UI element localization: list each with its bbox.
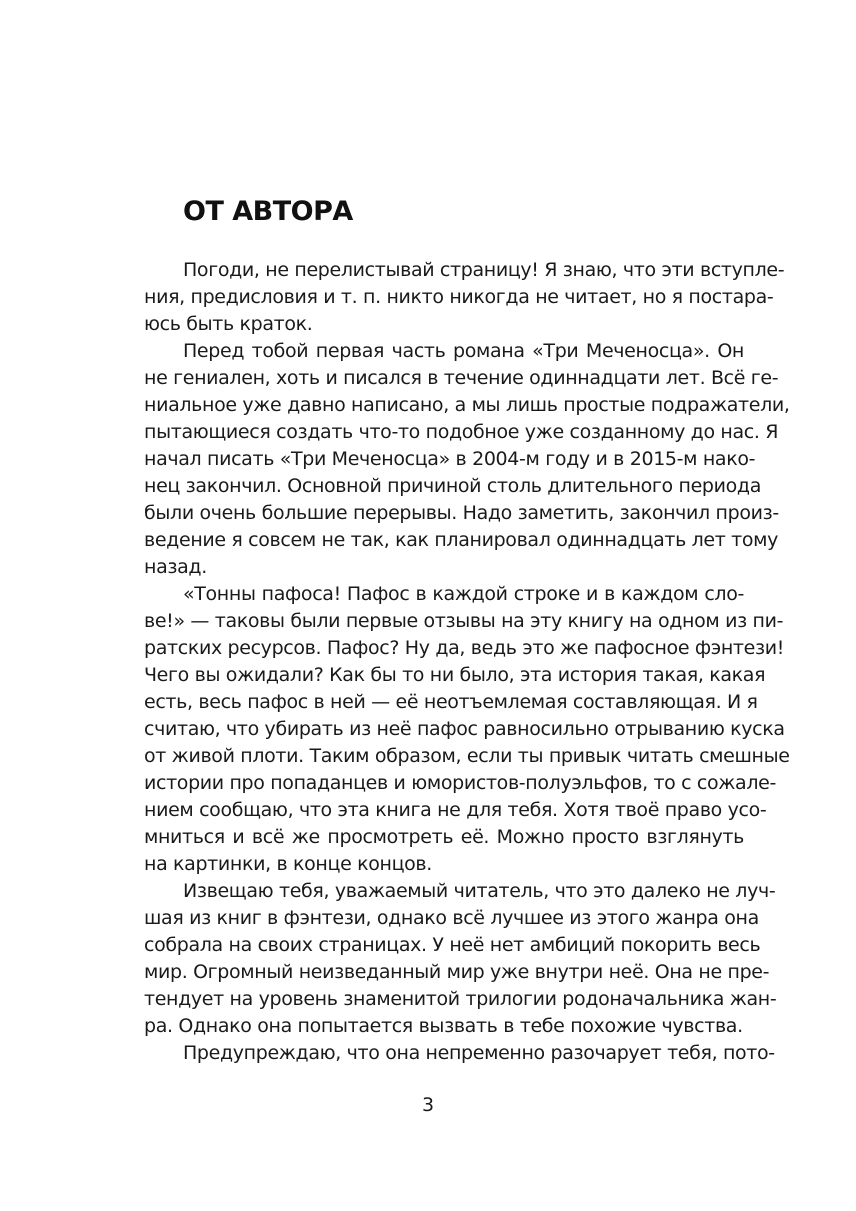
text-line: Погоди, не перелистывай страницу! Я знаю, что эти вступле- bbox=[183, 259, 785, 281]
text-line: не гениален, хоть и писался в течение одиннадцати лет. Всё ге- bbox=[144, 367, 779, 389]
text-line: ния, предисловия и т. п. никто никогда не читает, но я постара- bbox=[144, 286, 774, 308]
text-line: ве!» — таковы были первые отзывы на эту книгу на одном из пи- bbox=[144, 610, 784, 632]
text-line: были очень большие перерывы. Надо заметить, закончил произ- bbox=[144, 502, 779, 524]
text-line: на картинки, в конце концов. bbox=[144, 853, 432, 875]
text-line: от живой плоти. Таким образом, если ты привык читать смешные bbox=[144, 745, 790, 767]
page-number: 3 bbox=[421, 1094, 435, 1116]
text-line: «Тонны пафоса! Пафос в каждой строке и в каждом сло- bbox=[183, 583, 744, 605]
chapter-heading: ОТ АВТОРА bbox=[183, 196, 353, 227]
text-line: нец закончил. Основной причиной столь длительного периода bbox=[144, 475, 761, 497]
text-line: начал писать «Три Меченосца» в 2004-м году и в 2015-м нако- bbox=[144, 448, 756, 470]
text-line: собрала на своих страницах. У неё нет амбиций покорить весь bbox=[144, 934, 761, 956]
text-line: нием сообщаю, что эта книга не для тебя. Хотя твоё право усо- bbox=[144, 799, 767, 821]
text-line: Перед тобой первая часть романа «Три Меченосца». Он bbox=[183, 340, 744, 362]
text-line: истории про попаданцев и юмористов-полуэльфов, то с сожале- bbox=[144, 772, 776, 794]
text-line: Извещаю тебя, уважаемый читатель, что это далеко не луч- bbox=[183, 880, 776, 902]
text-line: Чего вы ожидали? Как бы то ни было, эта история такая, какая bbox=[144, 664, 766, 686]
text-line: пытающиеся создать что-то подобное уже созданному до нас. Я bbox=[144, 421, 779, 443]
text-line: назад. bbox=[144, 556, 207, 578]
text-line: мир. Огромный неизведанный мир уже внутри неё. Она не пре- bbox=[144, 961, 770, 983]
text-line: ниальное уже давно написано, а мы лишь простые подражатели, bbox=[144, 394, 790, 416]
text-line: есть, весь пафос в ней — её неотъемлемая составляющая. И я bbox=[144, 691, 758, 713]
text-line: ратских ресурсов. Пафос? Ну да, ведь это же пафосное фэнтези! bbox=[144, 637, 784, 659]
text-line: шая из книг в фэнтези, однако всё лучшее из этого жанра она bbox=[144, 907, 759, 929]
text-line: Предупреждаю, что она непременно разочарует тебя, пото- bbox=[183, 1042, 775, 1064]
text-line: ведение я совсем не так, как планировал одиннадцать лет тому bbox=[144, 529, 779, 551]
text-line: мниться и всё же просмотреть её. Можно просто взглянуть bbox=[144, 826, 744, 848]
text-line: юсь быть краток. bbox=[144, 313, 313, 335]
text-line: ра. Однако она попытается вызвать в тебе похожие чувства. bbox=[144, 1015, 743, 1037]
body-text bbox=[144, 257, 790, 1067]
text-line: тендует на уровень знаменитой трилогии родоначальника жан- bbox=[144, 988, 777, 1010]
text-line: считаю, что убирать из неё пафос равносильно отрыванию куска bbox=[144, 718, 785, 740]
